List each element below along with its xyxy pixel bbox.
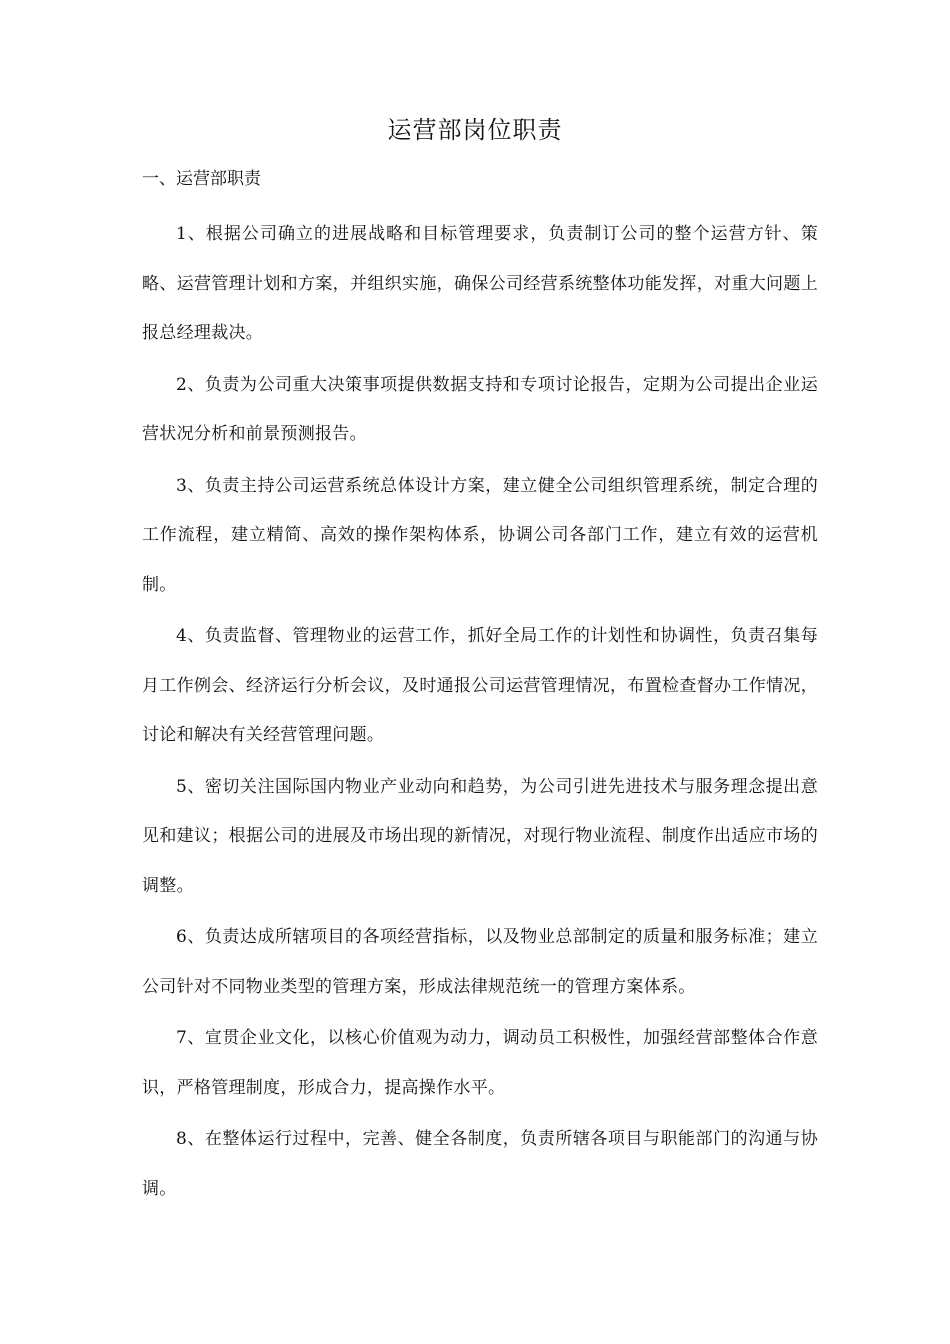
duty-paragraph-7: 7、宣贯企业文化，以核心价值观为动力，调动员工积极性，加强经营部整体合作意识，严格管理制度，形成合力，提高操作水平。 xyxy=(142,1028,818,1098)
section-heading: 一、运营部职责 xyxy=(142,169,261,189)
document-body xyxy=(142,210,818,1216)
duty-paragraph-3: 3、负责主持公司运营系统总体设计方案，建立健全公司组织管理系统，制定合理的工作流程，建立精简、高效的操作架构体系，协调公司各部门工作，建立有效的运营机制。 xyxy=(142,475,818,595)
document-title: 运营部岗位职责 xyxy=(387,116,563,144)
duty-paragraph-5: 5、密切关注国际国内物业产业动向和趋势，为公司引进先进技术与服务理念提出意见和建议；根据公司的进展及市场出现的新情况，对现行物业流程、制度作出适应市场的调整。 xyxy=(142,776,818,896)
duty-paragraph-2: 2、负责为公司重大决策事项提供数据支持和专项讨论报告，定期为公司提出企业运营状况分析和前景预测报告。 xyxy=(142,374,818,444)
duty-paragraph-8: 8、在整体运行过程中，完善、健全各制度，负责所辖各项目与职能部门的沟通与协调。 xyxy=(142,1129,818,1199)
duty-paragraph-4: 4、负责监督、管理物业的运营工作，抓好全局工作的计划性和协调性，负责召集每月工作例会、经济运行分析会议，及时通报公司运营管理情况，布置检查督办工作情况，讨论和解决有关经营管理问题。 xyxy=(142,626,818,745)
duty-paragraph-1: 1、根据公司确立的进展战略和目标管理要求，负责制订公司的整个运营方针、策略、运营管理计划和方案，并组织实施，确保公司经营系统整体功能发挥，对重大问题上报总经理裁决。 xyxy=(142,224,818,343)
duty-paragraph-6: 6、负责达成所辖项目的各项经营指标，以及物业总部制定的质量和服务标准；建立公司针对不同物业类型的管理方案，形成法律规范统一的管理方案体系。 xyxy=(142,927,818,997)
